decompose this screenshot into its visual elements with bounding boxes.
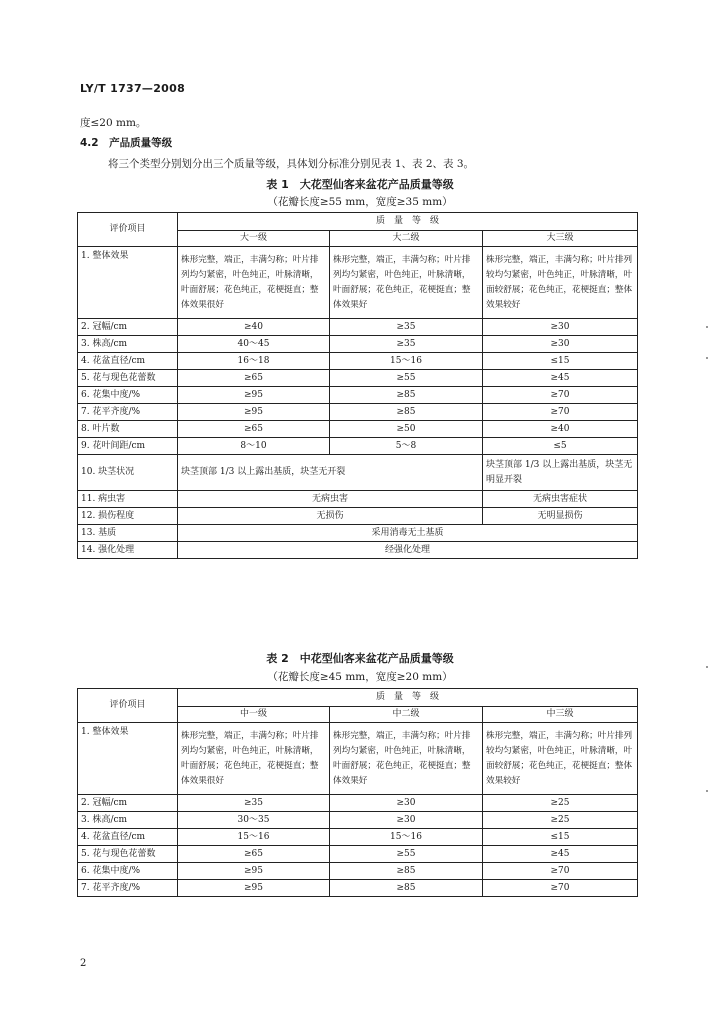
row-label: 6. 花集中度/%	[78, 387, 178, 404]
table2-grade-1: 中一级	[178, 707, 330, 723]
row-label: 7. 花平齐度/%	[78, 880, 178, 897]
table-row	[78, 723, 638, 795]
row-label: 2. 冠幅/cm	[78, 319, 178, 336]
row-label: 5. 花与现色花蕾数	[78, 370, 178, 387]
table-row	[78, 846, 638, 863]
cell-value: 30～35	[178, 812, 330, 829]
cell-value: ≥50	[330, 421, 483, 438]
cell-value: ≤15	[483, 829, 638, 846]
cell-value: ≥85	[330, 404, 483, 421]
table-row	[78, 404, 638, 421]
cell-value: 块茎顶部 1/3 以上露出基质，块茎无开裂	[178, 455, 483, 491]
table1-col-item: 评价项目	[78, 213, 178, 247]
cell-value: 株形完整，端正，丰满匀称；叶片排列均匀紧密，叶色纯正，叶脉清晰，叶面舒展；花色纯正，花梗挺直；整体效果很好	[178, 247, 330, 319]
table-row	[78, 880, 638, 897]
table-row	[78, 863, 638, 880]
standard-number-header: LY/T 1737—2008	[80, 82, 186, 95]
row-label: 2. 冠幅/cm	[78, 795, 178, 812]
table1-header-row	[78, 213, 638, 231]
row-label: 1. 整体效果	[78, 247, 178, 319]
scan-speck	[706, 357, 708, 359]
table-row	[78, 829, 638, 846]
cell-value: ≥55	[330, 370, 483, 387]
cell-value: 15～16	[330, 829, 483, 846]
table-row	[78, 336, 638, 353]
cell-value: 株形完整，端正，丰满匀称；叶片排列均匀紧密，叶色纯正，叶脉清晰，叶面舒展；花色纯正，花梗挺直；整体效果很好	[178, 723, 330, 795]
table1-col-group: 质 量 等 级	[178, 213, 638, 231]
row-label: 4. 花盆直径/cm	[78, 353, 178, 370]
cell-value: ≥30	[483, 336, 638, 353]
table1	[77, 212, 638, 559]
row-label: 14. 强化处理	[78, 542, 178, 559]
cell-value: ≥85	[330, 387, 483, 404]
cell-value: ≥55	[330, 846, 483, 863]
cell-value: ≥65	[178, 421, 330, 438]
cell-value: ≥25	[483, 795, 638, 812]
row-label: 9. 花叶间距/cm	[78, 438, 178, 455]
table2-col-group: 质 量 等 级	[178, 689, 638, 707]
page-number: 2	[80, 958, 87, 969]
scan-speck	[706, 666, 708, 668]
cell-value: 株形完整，端正，丰满匀称；叶片排列较均匀紧密，叶色纯正，叶脉清晰，叶面较舒展；花色纯正，花梗挺直；整体效果较好	[483, 247, 638, 319]
row-label: 12. 损伤程度	[78, 508, 178, 525]
cell-value: ≥95	[178, 863, 330, 880]
cell-value: ≥65	[178, 370, 330, 387]
cell-value: 无病虫害症状	[483, 491, 638, 508]
row-label: 13. 基质	[78, 525, 178, 542]
table-row	[78, 387, 638, 404]
cell-value: ≥95	[178, 404, 330, 421]
cell-value: ≥70	[483, 404, 638, 421]
cell-value: ≥45	[483, 370, 638, 387]
cell-value: ≥85	[330, 880, 483, 897]
cell-value: ≥30	[483, 319, 638, 336]
continuation-text: 度≤20 mm。	[80, 117, 147, 129]
table-row	[78, 491, 638, 508]
table2	[77, 688, 638, 897]
table1-title: 表 1 大花型仙客来盆花产品质量等级	[266, 178, 454, 191]
row-label: 6. 花集中度/%	[78, 863, 178, 880]
cell-value: ≥35	[330, 319, 483, 336]
cell-value: ≤5	[483, 438, 638, 455]
row-label: 4. 花盆直径/cm	[78, 829, 178, 846]
table-row	[78, 542, 638, 559]
cell-value: 无病虫害	[178, 491, 483, 508]
cell-value: ≥35	[330, 336, 483, 353]
cell-value: 8～10	[178, 438, 330, 455]
row-label: 7. 花平齐度/%	[78, 404, 178, 421]
table-row	[78, 438, 638, 455]
cell-value: ≥25	[483, 812, 638, 829]
table-row	[78, 812, 638, 829]
cell-value: 株形完整，端正，丰满匀称；叶片排列较均匀紧密，叶色纯正，叶脉清晰，叶面较舒展；花色纯正，花梗挺直；整体效果较好	[483, 723, 638, 795]
table2-col-item: 评价项目	[78, 689, 178, 723]
intro-paragraph: 将三个类型分别划分出三个质量等级，具体划分标准分别见表 1、表 2、表 3。	[108, 158, 475, 170]
row-label: 10. 块茎状况	[78, 455, 178, 491]
cell-value: 40～45	[178, 336, 330, 353]
row-label: 11. 病虫害	[78, 491, 178, 508]
table1-grade-2: 大二级	[330, 231, 483, 247]
cell-value: ≥40	[178, 319, 330, 336]
row-label: 5. 花与现色花蕾数	[78, 846, 178, 863]
cell-value: 株形完整，端正，丰满匀称；叶片排列均匀紧密，叶色纯正，叶脉清晰，叶面舒展；花色纯正，花梗挺直；整体效果好	[330, 247, 483, 319]
cell-value: ≥30	[330, 795, 483, 812]
cell-value: 16～18	[178, 353, 330, 370]
table2-grade-3: 中三级	[483, 707, 638, 723]
table2-title: 表 2 中花型仙客来盆花产品质量等级	[266, 652, 454, 665]
cell-value: ≥85	[330, 863, 483, 880]
cell-value: ≥30	[330, 812, 483, 829]
table2-subtitle: （花瓣长度≥45 mm，宽度≥20 mm）	[267, 671, 453, 683]
section-heading: 4.2 产品质量等级	[80, 137, 173, 149]
table1-grade-3: 大三级	[483, 231, 638, 247]
cell-value: 15～16	[330, 353, 483, 370]
table-row	[78, 353, 638, 370]
cell-value: ≥40	[483, 421, 638, 438]
table-row	[78, 370, 638, 387]
table-row	[78, 508, 638, 525]
cell-value: ≥35	[178, 795, 330, 812]
cell-value: 经强化处理	[178, 542, 638, 559]
table-row	[78, 319, 638, 336]
cell-value: ≤15	[483, 353, 638, 370]
table-row	[78, 247, 638, 319]
cell-value: ≥65	[178, 846, 330, 863]
cell-value: ≥70	[483, 863, 638, 880]
table-row	[78, 421, 638, 438]
table1-grade-1: 大一级	[178, 231, 330, 247]
table-row	[78, 795, 638, 812]
cell-value: 无损伤	[178, 508, 483, 525]
table2-header-row	[78, 689, 638, 707]
cell-value: ≥70	[483, 880, 638, 897]
row-label: 8. 叶片数	[78, 421, 178, 438]
table-row	[78, 455, 638, 491]
cell-value: ≥45	[483, 846, 638, 863]
cell-value: 无明显损伤	[483, 508, 638, 525]
row-label: 3. 株高/cm	[78, 336, 178, 353]
scan-speck	[706, 326, 708, 328]
cell-value: 块茎顶部 1/3 以上露出基质，块茎无明显开裂	[483, 455, 638, 491]
table1-subtitle: （花瓣长度≥55 mm，宽度≥35 mm）	[267, 196, 453, 208]
table2-grade-2: 中二级	[330, 707, 483, 723]
cell-value: ≥70	[483, 387, 638, 404]
cell-value: 5～8	[330, 438, 483, 455]
cell-value: 15～16	[178, 829, 330, 846]
table-row	[78, 525, 638, 542]
cell-value: 株形完整，端正，丰满匀称；叶片排列均匀紧密，叶色纯正，叶脉清晰，叶面舒展；花色纯正，花梗挺直；整体效果好	[330, 723, 483, 795]
cell-value: 采用消毒无土基质	[178, 525, 638, 542]
cell-value: ≥95	[178, 387, 330, 404]
row-label: 3. 株高/cm	[78, 812, 178, 829]
row-label: 1. 整体效果	[78, 723, 178, 795]
cell-value: ≥95	[178, 880, 330, 897]
scan-speck	[706, 790, 708, 792]
